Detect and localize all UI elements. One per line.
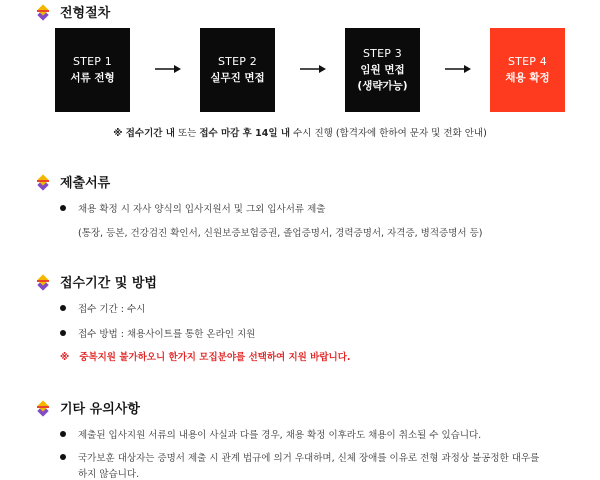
section-title-other-text: 기타 유의사항 — [60, 401, 140, 417]
bullet-dot-icon — [60, 205, 66, 211]
bullet-dot-icon — [60, 305, 66, 311]
application-method — [60, 326, 255, 340]
step-2-name: 실무진 면접 — [210, 72, 265, 84]
step-2-number: STEP 2 — [218, 55, 257, 68]
application-period-text: 접수 기간 : 수시 — [78, 304, 146, 315]
other-item-2-continued: 하지 않습니다. — [78, 469, 140, 480]
application-method-text: 접수 방법 : 채용사이트를 통한 온라인 지원 — [78, 329, 256, 340]
section-title-application-text: 접수기간 및 방법 — [60, 275, 157, 291]
bullet-dot-icon — [60, 431, 66, 437]
step-1-name: 서류 전형 — [70, 72, 115, 84]
step-3-box — [345, 28, 420, 112]
documents-item — [60, 201, 325, 215]
step-1-number: STEP 1 — [73, 55, 112, 68]
note-text-2: 수시 진행 (합격자에 한하여 문자 및 전화 안내) — [290, 128, 487, 139]
step-3-number: STEP 3 — [363, 47, 402, 60]
warning-mark: ※ — [60, 352, 70, 363]
section-title-other — [36, 398, 140, 416]
step-2-box — [200, 28, 275, 112]
step-4-box — [490, 28, 565, 112]
diamond-bullet-icon — [36, 274, 50, 288]
bullet-dot-icon — [60, 330, 66, 336]
section-title-application — [36, 272, 157, 290]
documents-item-text: 채용 확정 시 자사 양식의 입사지원서 및 그외 입사서류 제출 — [78, 204, 326, 215]
note-prefix: ※ — [113, 128, 126, 139]
arrow-right-icon — [155, 64, 181, 74]
process-note — [0, 125, 600, 139]
note-bold-1: 접수기간 내 — [125, 128, 175, 139]
note-text-1: 또는 — [174, 128, 200, 139]
section-title-process-text: 전형절차 — [60, 5, 111, 21]
other-item-2 — [60, 450, 539, 464]
documents-detail: (통장, 등본, 건강검진 확인서, 신원보증보험증권, 졸업증명서, 경력증명서, 자격증, 병적증명서 등) — [78, 228, 483, 239]
note-bold-2: 접수 마감 후 14일 내 — [199, 128, 291, 139]
arrow-right-icon — [445, 64, 471, 74]
section-title-process — [36, 2, 110, 20]
application-period — [60, 301, 145, 315]
step-3-name: 임원 면접 — [360, 64, 405, 76]
section-title-documents-text: 제출서류 — [60, 175, 111, 191]
diamond-bullet-icon — [36, 4, 50, 18]
step-4-number: STEP 4 — [508, 55, 547, 68]
application-warning — [60, 349, 350, 363]
application-warning-text: 중복지원 불가하오니 한가지 모집분야를 선택하여 지원 바랍니다. — [79, 352, 351, 363]
diamond-bullet-icon — [36, 400, 50, 414]
arrow-right-icon — [300, 64, 326, 74]
other-item-2-text: 국가보훈 대상자는 증명서 제출 시 관계 법규에 의거 우대하며, 신체 장애를 이유로 전형 과정상 불공정한 대우를 — [78, 453, 540, 464]
step-4-name: 채용 확정 — [505, 72, 550, 84]
other-item-1 — [60, 427, 481, 441]
other-item-1-text: 제출된 입사지원 서류의 내용이 사실과 다를 경우, 채용 확정 이후라도 채용이 취소될 수 있습니다. — [78, 430, 482, 441]
section-title-documents — [36, 172, 110, 190]
process-steps — [55, 28, 550, 112]
bullet-dot-icon — [60, 454, 66, 460]
step-1-box — [55, 28, 130, 112]
step-3-sub: (생략가능) — [357, 80, 408, 92]
diamond-bullet-icon — [36, 174, 50, 188]
